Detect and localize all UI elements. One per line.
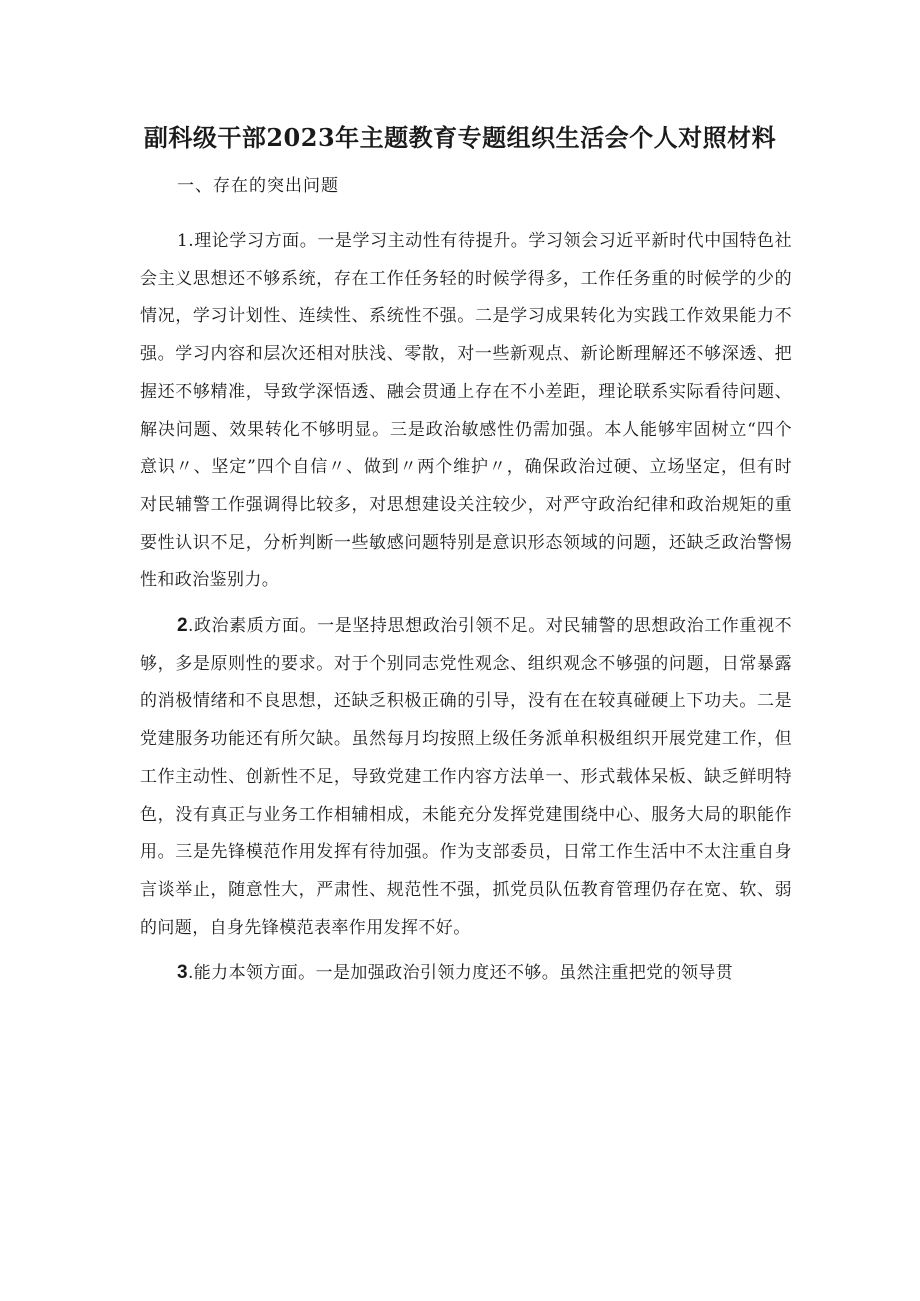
document-body — [140, 223, 792, 1000]
paragraph-theory-study — [140, 223, 792, 600]
paragraph-number: 3 — [177, 962, 188, 984]
section-heading: 一、存在的突出问题 — [177, 176, 339, 196]
paragraph-text: 理论学习方面。一是学习主动性有待提升。学习领会习近平新时代中国特色社会主义思想还不够系统，存在工作任务轻的时候学得多，工作任务重的时候学的少的情况，学习计划性、连续性、系统性不强。二是学习成果转化为实践工作效果能力不强。学习内容和层次还相对肤浅、零散，对一些新观点、新论断理解还不够深透、把握还不够精准，导致学深悟透、融会贯通上存在不小差距，理论联系实际看待问题、解决问题、效果转化不够明显。三是政治敏感性仍需加强。本人能够牢固树立“四个意识〃、坚定”四个自信〃、做到〃两个维护〃，确保政治过硬、立场坚定，但有时对民辅警工作强调得比较多，对思想建设关注较少，对严守政治纪律和政治规矩的重要性认识不足，分析判断一些敏感问题特别是意识形态领域的问题，还缺乏政治警惕性和政治鉴别力。 — [140, 231, 792, 591]
document-title: 副科级干部2023年主题教育专题组织生活会个人对照材料 — [143, 123, 777, 152]
paragraph-number: 1. — [177, 231, 195, 251]
paragraph-number: 2 — [177, 615, 188, 637]
paragraph-text: .能力本领方面。一是加强政治引领力度还不够。虽然注重把党的领导贯 — [187, 963, 734, 984]
paragraph-political-quality — [140, 607, 792, 947]
paragraph-text: .政治素质方面。一是坚持思想政治引领不足。对民辅警的思想政治工作重视不够，多是原则性的要求。对于个别同志党性观念、组织观念不够强的问题，日常暴露的消极情绪和不良思想，还缺乏积极正确的引导，没有在在较真碰硬上下功夫。二是党建服务功能还有所欠缺。虽然每月均按照上级任务派单积极组织开展党建工作，但工作主动性、创新性不足，导致党建工作内容方法单一、形式载体呆板、缺乏鲜明特色，没有真正与业务工作相辅相成，未能充分发挥党建围绕中心、服务大局的职能作用。三是先锋模范作用发挥有待加强。作为支部委员，日常工作生活中不太注重自身言谈举止，随意性大，严肃性、规范性不强，抓党员队伍教育管理仍存在宽、软、弱的问题，自身先锋模范表率作用发挥不好。 — [140, 616, 792, 938]
paragraph-capability — [140, 954, 792, 993]
